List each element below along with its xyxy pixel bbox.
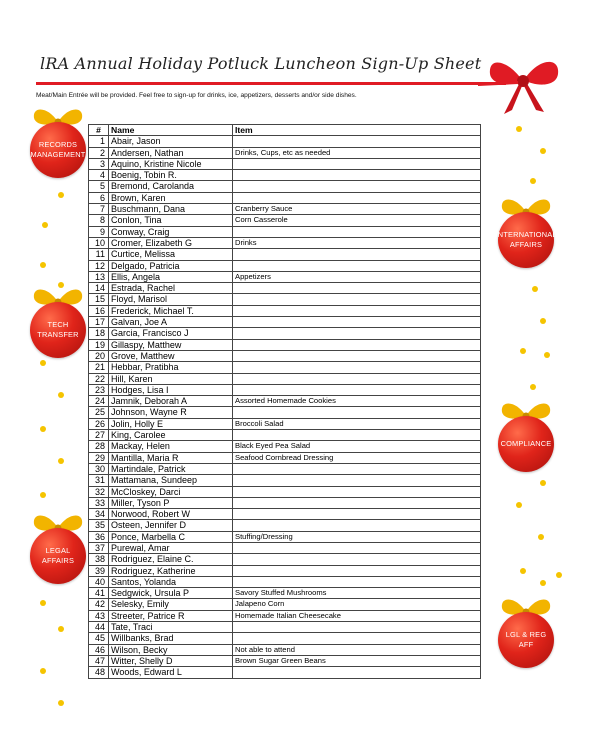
row-item-cell <box>233 430 481 441</box>
decorative-dot <box>520 568 526 574</box>
row-item-cell <box>233 192 481 203</box>
row-name-cell: Abair, Jason <box>109 136 233 147</box>
row-name-cell: Selesky, Emily <box>109 599 233 610</box>
row-number-cell: 20 <box>89 350 109 361</box>
column-header-number: # <box>89 125 109 136</box>
row-name-cell: Purewal, Amar <box>109 542 233 553</box>
row-number-cell: 17 <box>89 317 109 328</box>
decorative-dot <box>40 668 46 674</box>
row-number-cell: 3 <box>89 158 109 169</box>
ribbon-line <box>36 82 506 85</box>
row-item-cell: Seafood Cornbread Dressing <box>233 452 481 463</box>
table-row <box>89 215 481 226</box>
table-header-row <box>89 125 481 136</box>
row-name-cell: Boenig, Tobin R. <box>109 170 233 181</box>
row-name-cell: Ponce, Marbella C <box>109 531 233 542</box>
row-number-cell: 7 <box>89 204 109 215</box>
row-name-cell: Garcia, Francisco J <box>109 328 233 339</box>
row-number-cell: 24 <box>89 396 109 407</box>
table-row <box>89 170 481 181</box>
table-row <box>89 542 481 553</box>
row-name-cell: Wilson, Becky <box>109 644 233 655</box>
row-item-cell <box>233 260 481 271</box>
row-item-cell <box>233 249 481 260</box>
row-item-cell <box>233 576 481 587</box>
row-number-cell: 27 <box>89 430 109 441</box>
row-number-cell: 34 <box>89 509 109 520</box>
decorative-dot <box>556 572 562 578</box>
table-row <box>89 520 481 531</box>
table-row <box>89 373 481 384</box>
decorative-dot <box>538 534 544 540</box>
table-row <box>89 509 481 520</box>
table-row <box>89 328 481 339</box>
row-number-cell: 25 <box>89 407 109 418</box>
table-row <box>89 633 481 644</box>
row-number-cell: 48 <box>89 667 109 678</box>
row-number-cell: 22 <box>89 373 109 384</box>
row-name-cell: Buschmann, Dana <box>109 204 233 215</box>
row-item-cell: Assorted Homemade Cookies <box>233 396 481 407</box>
page-subtitle: Meat/Main Entrée will be provided. Feel free to sign-up for drinks, ice, appetizers, desserts and/or side dishes. <box>36 92 357 99</box>
decorative-dot <box>42 222 48 228</box>
row-name-cell: Conway, Craig <box>109 226 233 237</box>
ornament-records-management <box>28 104 88 184</box>
ornament-label: LGL & REG AFF <box>505 630 547 649</box>
decorative-dot <box>544 352 550 358</box>
row-item-cell: Stuffing/Dressing <box>233 531 481 542</box>
row-number-cell: 5 <box>89 181 109 192</box>
row-name-cell: Galvan, Joe A <box>109 317 233 328</box>
row-number-cell: 32 <box>89 486 109 497</box>
decorative-dot <box>516 502 522 508</box>
row-item-cell <box>233 294 481 305</box>
row-item-cell <box>233 520 481 531</box>
row-name-cell: Hebbar, Pratibha <box>109 362 233 373</box>
table-body <box>89 136 481 678</box>
row-item-cell <box>233 339 481 350</box>
table-row <box>89 655 481 666</box>
ornament-legal-affairs <box>28 510 88 590</box>
table-row <box>89 237 481 248</box>
ornament-lgl-reg-aff <box>496 594 556 674</box>
row-number-cell: 11 <box>89 249 109 260</box>
row-item-cell <box>233 158 481 169</box>
row-name-cell: Cromer, Elizabeth G <box>109 237 233 248</box>
row-item-cell: Not able to attend <box>233 644 481 655</box>
row-item-cell: Black Eyed Pea Salad <box>233 441 481 452</box>
decorative-dot <box>516 126 522 132</box>
row-number-cell: 29 <box>89 452 109 463</box>
row-item-cell <box>233 373 481 384</box>
row-number-cell: 13 <box>89 271 109 282</box>
row-number-cell: 4 <box>89 170 109 181</box>
row-number-cell: 1 <box>89 136 109 147</box>
decorative-dot <box>530 384 536 390</box>
row-name-cell: Gillaspy, Matthew <box>109 339 233 350</box>
ribbon-bow-icon <box>478 50 568 120</box>
row-number-cell: 16 <box>89 305 109 316</box>
decorative-dot <box>58 458 64 464</box>
row-item-cell: Cranberry Sauce <box>233 204 481 215</box>
row-name-cell: Norwood, Robert W <box>109 509 233 520</box>
row-name-cell: Mackay, Helen <box>109 441 233 452</box>
row-item-cell <box>233 226 481 237</box>
decorative-dot <box>40 426 46 432</box>
table-row <box>89 204 481 215</box>
table-row <box>89 463 481 474</box>
decorative-dot <box>540 318 546 324</box>
decorative-dot <box>58 626 64 632</box>
row-item-cell: Homemade Italian Cheesecake <box>233 610 481 621</box>
row-item-cell <box>233 633 481 644</box>
row-number-cell: 44 <box>89 622 109 633</box>
row-item-cell <box>233 486 481 497</box>
row-name-cell: Frederick, Michael T. <box>109 305 233 316</box>
table-row <box>89 350 481 361</box>
row-name-cell: Bremond, Carolanda <box>109 181 233 192</box>
row-number-cell: 39 <box>89 565 109 576</box>
table-row <box>89 226 481 237</box>
table-row <box>89 554 481 565</box>
table-row <box>89 610 481 621</box>
row-item-cell <box>233 317 481 328</box>
row-item-cell: Brown Sugar Green Beans <box>233 655 481 666</box>
row-number-cell: 10 <box>89 237 109 248</box>
row-name-cell: Rodriguez, Katherine <box>109 565 233 576</box>
table-row <box>89 181 481 192</box>
table-row <box>89 158 481 169</box>
row-name-cell: Tate, Traci <box>109 622 233 633</box>
row-name-cell: Streeter, Patrice R <box>109 610 233 621</box>
row-number-cell: 37 <box>89 542 109 553</box>
row-item-cell: Savory Stuffed Mushrooms <box>233 588 481 599</box>
table-row <box>89 339 481 350</box>
row-number-cell: 31 <box>89 475 109 486</box>
row-item-cell <box>233 328 481 339</box>
row-item-cell <box>233 136 481 147</box>
row-number-cell: 6 <box>89 192 109 203</box>
row-name-cell: Brown, Karen <box>109 192 233 203</box>
row-number-cell: 30 <box>89 463 109 474</box>
row-number-cell: 33 <box>89 497 109 508</box>
row-name-cell: Estrada, Rachel <box>109 283 233 294</box>
row-item-cell <box>233 181 481 192</box>
ornament-label: COMPLIANCE <box>500 439 552 448</box>
row-name-cell: Jolin, Holly E <box>109 418 233 429</box>
row-number-cell: 40 <box>89 576 109 587</box>
row-number-cell: 38 <box>89 554 109 565</box>
decorative-dot <box>58 700 64 706</box>
row-name-cell: Santos, Yolanda <box>109 576 233 587</box>
row-number-cell: 46 <box>89 644 109 655</box>
table-row <box>89 588 481 599</box>
row-item-cell <box>233 362 481 373</box>
ornament-tech-transfer <box>28 284 88 364</box>
row-number-cell: 19 <box>89 339 109 350</box>
ornament-label: LEGAL AFFAIRS <box>41 546 75 565</box>
ornament-international-affairs <box>496 194 556 274</box>
decorative-dot <box>532 286 538 292</box>
row-name-cell: Mantilla, Maria R <box>109 452 233 463</box>
row-item-cell: Jalapeno Corn <box>233 599 481 610</box>
table-row <box>89 599 481 610</box>
row-name-cell: Johnson, Wayne R <box>109 407 233 418</box>
row-item-cell <box>233 667 481 678</box>
table-row <box>89 249 481 260</box>
table-row <box>89 667 481 678</box>
row-item-cell <box>233 350 481 361</box>
ornament-compliance <box>496 398 556 478</box>
decorative-dot <box>540 148 546 154</box>
row-item-cell <box>233 565 481 576</box>
row-name-cell: Willbanks, Brad <box>109 633 233 644</box>
table-row <box>89 576 481 587</box>
table-row <box>89 396 481 407</box>
row-item-cell <box>233 497 481 508</box>
row-item-cell <box>233 283 481 294</box>
row-number-cell: 21 <box>89 362 109 373</box>
table-row <box>89 486 481 497</box>
decorative-dot <box>58 392 64 398</box>
table-row <box>89 475 481 486</box>
table-row <box>89 452 481 463</box>
table-row <box>89 317 481 328</box>
row-item-cell <box>233 509 481 520</box>
table-row <box>89 430 481 441</box>
table-row <box>89 362 481 373</box>
row-number-cell: 42 <box>89 599 109 610</box>
row-name-cell: McCloskey, Darci <box>109 486 233 497</box>
row-number-cell: 26 <box>89 418 109 429</box>
row-item-cell <box>233 475 481 486</box>
row-name-cell: Delgado, Patricia <box>109 260 233 271</box>
row-name-cell: Aquino, Kristine Nicole <box>109 158 233 169</box>
table-row <box>89 260 481 271</box>
row-name-cell: Sedgwick, Ursula P <box>109 588 233 599</box>
row-item-cell <box>233 622 481 633</box>
row-item-cell <box>233 384 481 395</box>
table-row <box>89 622 481 633</box>
row-name-cell: Witter, Shelly D <box>109 655 233 666</box>
decorative-dot <box>40 262 46 268</box>
table-row <box>89 136 481 147</box>
row-name-cell: Curtice, Melissa <box>109 249 233 260</box>
sign-up-table <box>88 124 481 679</box>
table-row <box>89 565 481 576</box>
table-row <box>89 497 481 508</box>
row-name-cell: Osteen, Jennifer D <box>109 520 233 531</box>
ornament-label: INTERNATIONAL AFFAIRS <box>495 230 557 249</box>
row-item-cell: Corn Casserole <box>233 215 481 226</box>
table-row <box>89 531 481 542</box>
row-name-cell: Andersen, Nathan <box>109 147 233 158</box>
row-number-cell: 18 <box>89 328 109 339</box>
row-item-cell <box>233 170 481 181</box>
table-row <box>89 407 481 418</box>
row-name-cell: Mattamana, Sundeep <box>109 475 233 486</box>
column-header-name: Name <box>109 125 233 136</box>
column-header-item: Item <box>233 125 481 136</box>
row-name-cell: Hill, Karen <box>109 373 233 384</box>
row-item-cell: Broccoli Salad <box>233 418 481 429</box>
row-name-cell: Hodges, Lisa I <box>109 384 233 395</box>
table-row <box>89 271 481 282</box>
table-row <box>89 192 481 203</box>
table-row <box>89 283 481 294</box>
row-name-cell: Woods, Edward L <box>109 667 233 678</box>
row-item-cell <box>233 463 481 474</box>
ornament-label: RECORDS MANAGEMENT <box>30 140 86 159</box>
row-number-cell: 47 <box>89 655 109 666</box>
row-item-cell <box>233 542 481 553</box>
row-name-cell: Grove, Matthew <box>109 350 233 361</box>
table-row <box>89 441 481 452</box>
decorative-dot <box>540 480 546 486</box>
row-item-cell <box>233 407 481 418</box>
decorative-dot <box>540 580 546 586</box>
table-row <box>89 294 481 305</box>
row-number-cell: 36 <box>89 531 109 542</box>
table-row <box>89 384 481 395</box>
row-number-cell: 15 <box>89 294 109 305</box>
page-title: lRA Annual Holiday Potluck Luncheon Sign-Up Sheet <box>40 54 482 73</box>
decorative-dot <box>40 492 46 498</box>
table-row <box>89 147 481 158</box>
table-row <box>89 418 481 429</box>
row-number-cell: 28 <box>89 441 109 452</box>
decorative-dot <box>530 178 536 184</box>
row-name-cell: Miller, Tyson P <box>109 497 233 508</box>
row-name-cell: Martindale, Patrick <box>109 463 233 474</box>
row-number-cell: 23 <box>89 384 109 395</box>
row-item-cell: Drinks <box>233 237 481 248</box>
row-item-cell <box>233 554 481 565</box>
row-number-cell: 43 <box>89 610 109 621</box>
row-name-cell: King, Carolee <box>109 430 233 441</box>
row-name-cell: Conlon, Tina <box>109 215 233 226</box>
row-item-cell <box>233 305 481 316</box>
decorative-dot <box>520 348 526 354</box>
row-name-cell: Floyd, Marisol <box>109 294 233 305</box>
row-name-cell: Jamnik, Deborah A <box>109 396 233 407</box>
decorative-dot <box>40 600 46 606</box>
row-number-cell: 35 <box>89 520 109 531</box>
row-item-cell: Drinks, Cups, etc as needed <box>233 147 481 158</box>
row-name-cell: Ellis, Angela <box>109 271 233 282</box>
row-number-cell: 45 <box>89 633 109 644</box>
row-number-cell: 14 <box>89 283 109 294</box>
row-number-cell: 8 <box>89 215 109 226</box>
row-number-cell: 2 <box>89 147 109 158</box>
row-number-cell: 9 <box>89 226 109 237</box>
ornament-label: TECH TRANSFER <box>37 320 79 339</box>
row-item-cell: Appetizers <box>233 271 481 282</box>
row-number-cell: 12 <box>89 260 109 271</box>
decorative-dot <box>58 192 64 198</box>
row-name-cell: Rodriguez, Elaine C. <box>109 554 233 565</box>
row-number-cell: 41 <box>89 588 109 599</box>
table-row <box>89 305 481 316</box>
table-row <box>89 644 481 655</box>
